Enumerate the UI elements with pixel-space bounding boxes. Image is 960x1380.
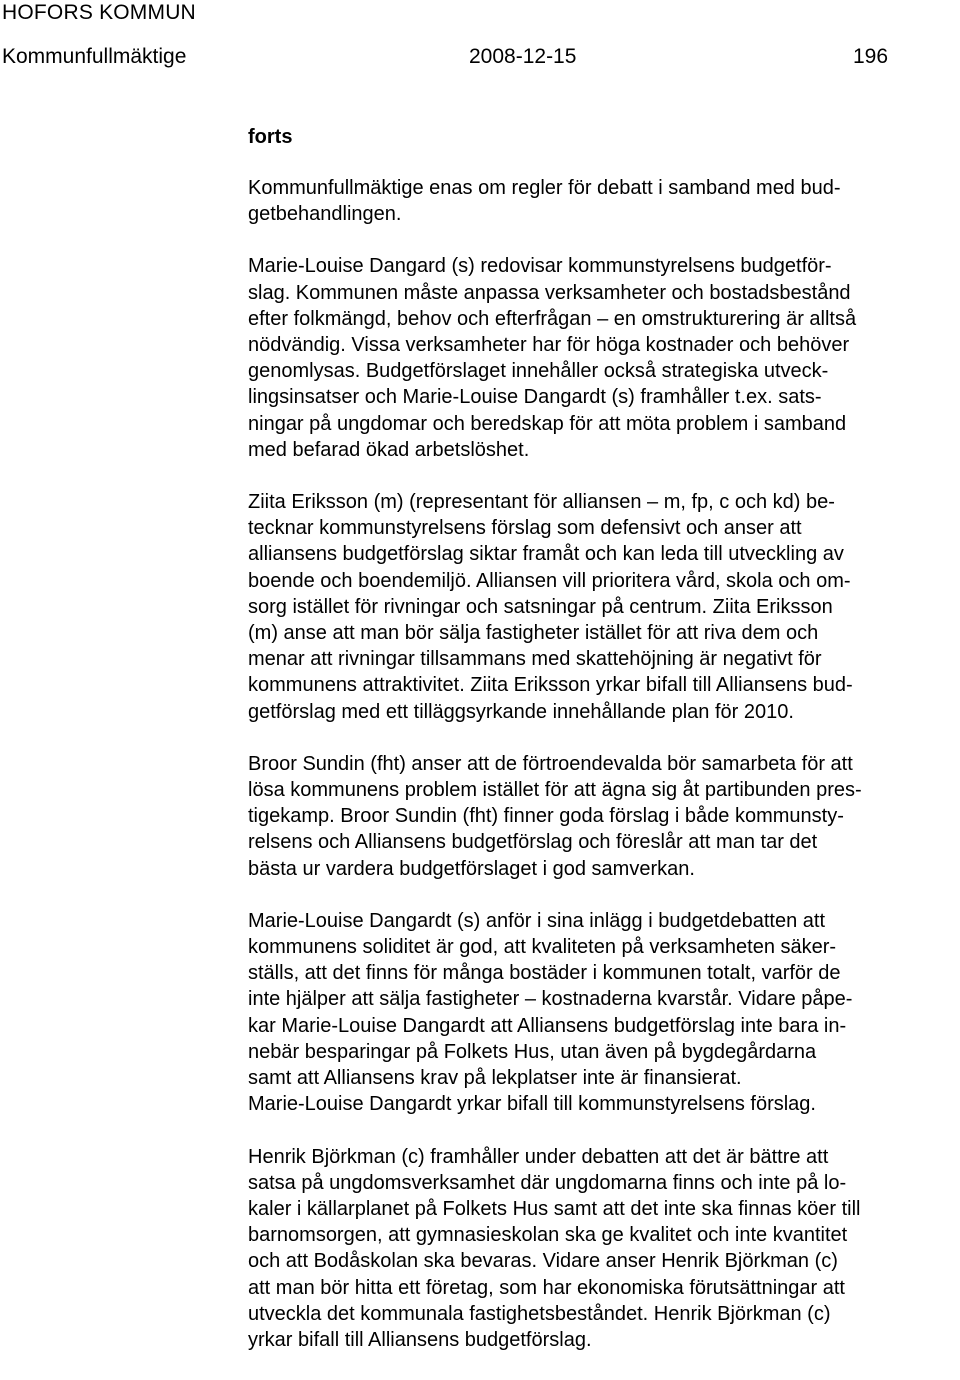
text-line: boende och boendemiljö. Alliansen vill prioritera vård, skola och om- [248, 569, 851, 592]
text-line: lingsinsatser och Marie-Louise Dangardt (s) framhåller t.ex. sats- [248, 386, 822, 409]
text-line: slag. Kommunen måste anpassa verksamheter och bostadsbestånd [248, 281, 851, 304]
text-line: getbehandlingen. [248, 203, 402, 226]
text-line: Kommunfullmäktige enas om regler för debatt i samband med bud- [248, 177, 841, 199]
text-line: kommunens attraktivitet. Ziita Eriksson yrkar bifall till Alliansens bud- [248, 674, 853, 697]
meeting-date: 2008-12-15 [469, 45, 577, 68]
text-line: att man bör hitta ett företag, som har ekonomiska förutsättningar att [248, 1276, 845, 1299]
text-line: genomlysas. Budgetförslaget innehåller också strategiska utveck- [248, 360, 829, 383]
paragraph-bjorkman-statement [248, 1144, 960, 1354]
text-line: Marie-Louise Dangard (s) redovisar kommunstyrelsens budgetför- [248, 255, 832, 278]
page-number: 196 [853, 45, 889, 68]
text-line: Ziita Eriksson (m) (representant för alliansen – m, fp, c och kd) be- [248, 491, 835, 514]
text-line: barnomsorgen, att gymnasieskolan ska ge kvalitet och inte kvantitet [248, 1224, 848, 1247]
minutes-body [248, 175, 960, 1379]
text-line: med befarad ökad arbetslöshet. [248, 438, 530, 461]
text-line: ningar på ungdomar och beredskap för att möta problem i samband [248, 412, 847, 435]
document-header [2, 44, 902, 70]
text-line: och att Bodåskolan ska bevaras. Vidare anser Henrik Björkman (c) [248, 1250, 838, 1273]
text-line: (m) anse att man bör sälja fastigheter istället för att riva dem och [248, 622, 819, 645]
text-line: kar Marie-Louise Dangardt att Alliansens budgetförslag inte bara in- [248, 1014, 847, 1037]
text-line: nebär besparingar på Folkets Hus, utan även på bygdegårdarna [248, 1040, 817, 1063]
paragraph-dangard-presentation [248, 253, 960, 463]
paragraph-eriksson-statement [248, 489, 960, 725]
text-line: menar att rivningar tillsammans med skattehöjning är negativt för [248, 648, 822, 671]
text-line: sorg istället för rivningar och satsningar på centrum. Ziita Eriksson [248, 595, 833, 618]
text-line: lösa kommunens problem istället för att ägna sig åt partibunden pres- [248, 779, 862, 802]
body-name: Kommunfullmäktige [2, 45, 187, 68]
text-line: kommunens soliditet är god, att kvaliteten på verksamheten säker- [248, 936, 837, 959]
text-line: tigekamp. Broor Sundin (fht) finner goda förslag i både kommunsty- [248, 805, 844, 828]
text-line: efter folkmängd, behov och efterfrågan – en omstrukturering är alltså [248, 307, 857, 330]
text-line: ställs, att det finns för många bostäder i kommunen totalt, varför de [248, 962, 841, 985]
text-line: Henrik Björkman (c) framhåller under debatten att det är bättre att [248, 1145, 829, 1168]
text-line: nödvändig. Vissa verksamheter har för höga kostnader och behöver [248, 334, 850, 357]
text-line: alliansens budgetförslag siktar framåt och kan leda till utveckling av [248, 543, 844, 566]
text-line: satsa på ungdomsverksamhet där ungdomarna finns och inte på lo- [248, 1171, 847, 1194]
text-line: Broor Sundin (fht) anser att de förtroendevalda bör samarbeta för att [248, 752, 853, 775]
paragraph-dangardt-debate [248, 908, 960, 1118]
text-line: Marie-Louise Dangardt (s) anför i sina inlägg i budgetdebatten att [248, 909, 826, 932]
text-line: yrkar bifall till Alliansens budgetförslag. [248, 1328, 592, 1351]
section-label: forts [248, 126, 293, 148]
text-line: Marie-Louise Dangardt yrkar bifall till kommunstyrelsens förslag. [248, 1093, 816, 1116]
text-line: inte hjälper att sälja fastigheter – kostnaderna kvarstår. Vidare påpe- [248, 988, 853, 1011]
text-line: tecknar kommunstyrelsens förslag som defensivt och anser att [248, 517, 802, 540]
text-line: getförslag med ett tilläggsyrkande innehållande plan för 2010. [248, 700, 794, 723]
text-line: samt att Alliansens krav på lekplatser inte är finansierat. [248, 1067, 742, 1090]
text-line: utveckla det kommunala fastighetsbeståndet. Henrik Björkman (c) [248, 1302, 831, 1325]
text-line: bästa ur vardera budgetförslaget i god samverkan. [248, 857, 695, 880]
text-line: kaler i källarplanet på Folkets Hus samt att det inte ska finnas köer till [248, 1197, 861, 1220]
paragraph-sundin-statement [248, 751, 960, 882]
text-line: relsens och Alliansens budgetförslag och föreslår att man tar det [248, 831, 818, 854]
organization-name: HOFORS KOMMUN [2, 1, 196, 24]
paragraph-debate-rules [248, 175, 960, 227]
